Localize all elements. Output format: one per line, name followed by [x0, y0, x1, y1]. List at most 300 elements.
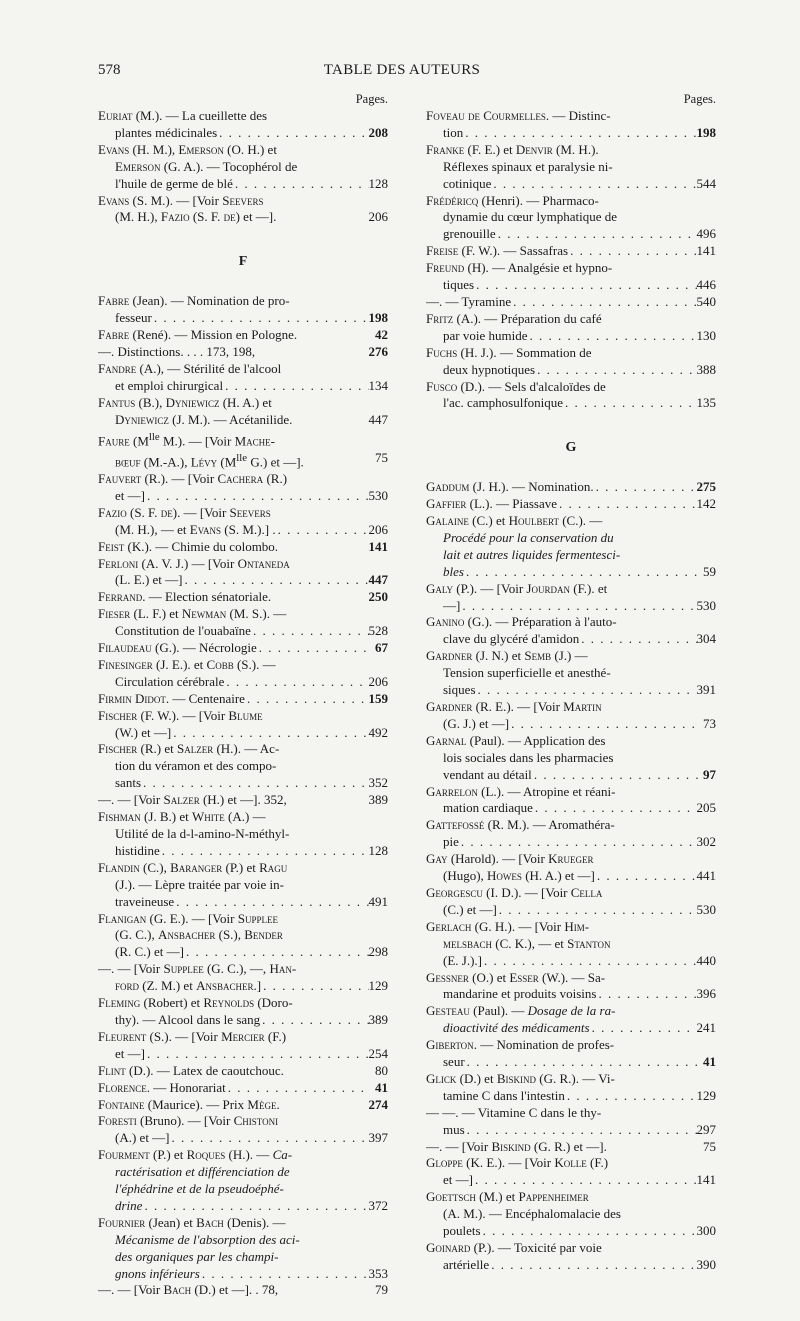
- entry-text: Gardner (R. E.). — [Voir Martin: [426, 699, 602, 714]
- entry-text: Utilité de la d-l-amino-N-méthyl-: [115, 826, 290, 841]
- entry-text: (C.) et —]: [443, 901, 497, 917]
- index-entry: [98, 1147, 388, 1215]
- entry-text: par voie humide: [443, 327, 528, 343]
- page-ref: 275: [696, 479, 716, 495]
- index-entry: [426, 733, 716, 784]
- index-entry: [426, 648, 716, 699]
- entry-line: [426, 142, 716, 159]
- leader-dots: [595, 868, 697, 885]
- index-entry: [426, 817, 716, 851]
- entry-line: [98, 1249, 388, 1266]
- page-ref: 129: [368, 978, 388, 994]
- entry-line: [98, 758, 388, 775]
- entry-line: [98, 176, 388, 193]
- page-ref: 254: [368, 1045, 388, 1061]
- entry-text: Evans (H. M.), Emerson (O. H.) et: [98, 141, 277, 157]
- section-letter: F: [238, 254, 248, 270]
- page-ref: 97: [703, 766, 716, 782]
- entry-text: (E. J.).]: [443, 952, 482, 968]
- leader-dots: [565, 1088, 697, 1105]
- page-ref: 492: [368, 724, 388, 740]
- leader-dots: [200, 1266, 369, 1283]
- leader-dots: [257, 640, 370, 657]
- entry-line: [426, 479, 716, 496]
- entry-text: Fontaine (Maurice). — Prix Mège.: [98, 1096, 280, 1112]
- entry-text: lait et autres liquides fermentesci-: [443, 546, 621, 562]
- entry-line: [98, 344, 388, 361]
- entry-text: deux hypnotiques: [443, 361, 536, 377]
- leader-dots: [535, 362, 696, 379]
- entry-text: (M. H.), — et Evans (S. M.).] .: [115, 521, 276, 537]
- entry-line: [98, 860, 388, 877]
- entry-line: [98, 826, 388, 843]
- page-ref: 159: [368, 690, 388, 706]
- leader-dots: [276, 522, 369, 539]
- entry-line: [98, 978, 388, 995]
- entry-text: tamine C dans l'intestin: [443, 1087, 565, 1103]
- entry-text: tiques: [443, 277, 475, 293]
- page-ref: 440: [696, 952, 716, 968]
- entry-line: [426, 1105, 716, 1122]
- entry-text: Frédéricq (Henri). — Pharmaco-: [426, 192, 599, 208]
- index-entry: [426, 243, 716, 260]
- entry-text: Fischer (R.) et Salzer (H.). — Ac-: [98, 741, 280, 757]
- index-entry: [426, 1189, 716, 1240]
- index-entry: [426, 970, 716, 1004]
- entry-line: [426, 328, 716, 345]
- leader-dots: [145, 1046, 369, 1063]
- entry-text: Garrelon (L.). — Atropine et réani-: [426, 783, 616, 799]
- entry-line: [426, 379, 716, 396]
- entry-text: (J.). — Lèpre traitée par voie in-: [115, 876, 284, 892]
- leader-dots: [491, 176, 696, 193]
- entry-line: [98, 556, 388, 573]
- entry-text: Constitution de l'ouabaïne: [115, 623, 251, 639]
- entry-text: mus: [443, 1121, 465, 1137]
- leader-dots: [489, 1257, 696, 1274]
- entry-text: Firmin Didot. — Centenaire: [98, 690, 245, 706]
- index-entry: [98, 1080, 388, 1097]
- page-number: 578: [98, 62, 121, 78]
- entry-text: Ferloni (A. V. J.) — [Voir Ontaneda: [98, 555, 290, 571]
- entry-text: Gessner (O.) et Esser (W.). — Sa-: [426, 969, 606, 985]
- index-entry: [426, 260, 716, 294]
- entry-text: Gaddum (J. H.). — Nomination.: [426, 479, 594, 495]
- entry-line: [426, 1206, 716, 1223]
- index-entry: [98, 691, 388, 708]
- entry-line: [426, 767, 716, 784]
- entry-text: Giberton. — Nomination de profes-: [426, 1037, 615, 1053]
- leader-dots: [579, 631, 696, 648]
- leader-dots: [532, 767, 698, 784]
- entry-text: Gesteau (Paul). — Dosage de la ra-: [426, 1003, 616, 1019]
- entry-line: [98, 1215, 388, 1232]
- index-entry: [426, 379, 716, 413]
- entry-text: —. Distinctions. . . . 173, 198,: [98, 343, 256, 359]
- entry-line: [426, 1139, 716, 1156]
- entry-text: Mécanisme de l'absorption des aci-: [115, 1231, 300, 1247]
- entry-text: Fauvert (R.). — [Voir Cachera (R.): [98, 470, 288, 486]
- entry-line: [426, 108, 716, 125]
- leader-dots: [481, 1223, 697, 1240]
- page-ref: 396: [696, 986, 716, 1002]
- entry-line: [426, 970, 716, 987]
- entry-line: [98, 741, 388, 758]
- index-entry: [98, 471, 388, 505]
- index-entry: [98, 361, 388, 395]
- page-ref: 250: [368, 589, 388, 605]
- leader-dots: [174, 894, 368, 911]
- leader-dots: [251, 623, 369, 640]
- entry-line: [426, 784, 716, 801]
- page-ref: 540: [696, 293, 716, 309]
- entry-text: Garnal (Paul). — Application des: [426, 732, 606, 748]
- entry-line: [98, 843, 388, 860]
- page-ref: 130: [696, 327, 716, 343]
- page-ref: 41: [375, 1079, 388, 1095]
- entry-text: et emploi chirurgical: [115, 377, 224, 393]
- index-entry: [98, 640, 388, 657]
- leader-dots: [496, 226, 697, 243]
- entry-line: [98, 505, 388, 522]
- entry-line: [426, 1054, 716, 1071]
- index-entry: [98, 327, 388, 344]
- entry-line: [426, 598, 716, 615]
- entry-line: [98, 327, 388, 344]
- leader-dots: [217, 125, 368, 142]
- entry-text: Fourment (P.) et Roques (H.). — Ca-: [98, 1147, 293, 1163]
- index-entry: [426, 885, 716, 919]
- entry-text: fesseur: [115, 310, 152, 326]
- entry-text: traveineuse: [115, 893, 175, 909]
- index-entry: [98, 911, 388, 962]
- index-entry: [426, 142, 716, 193]
- entry-line: [98, 378, 388, 395]
- entry-text: —]: [443, 597, 461, 613]
- page-ref: 298: [368, 944, 388, 960]
- page-ref: 141: [696, 243, 716, 259]
- leader-dots: [160, 843, 369, 860]
- entry-text: et —]: [115, 487, 145, 503]
- index-entry: [426, 345, 716, 379]
- entry-text: (M. H.), Fazio (S. F. de) et —].: [115, 209, 277, 225]
- entry-line: [98, 1097, 388, 1114]
- leader-dots: [465, 1054, 698, 1071]
- index-entry: [426, 311, 716, 345]
- entry-line: [426, 243, 716, 260]
- page-ref: 390: [696, 1256, 716, 1272]
- entry-text: Finesinger (J. E.). et Cobb (S.). —: [98, 656, 276, 672]
- page-ref: 276: [368, 343, 388, 359]
- entry-line: [426, 547, 716, 564]
- leader-dots: [260, 1012, 368, 1029]
- entry-line: [426, 834, 716, 851]
- index-entry: [426, 496, 716, 513]
- entry-line: [426, 1240, 716, 1257]
- entry-line: [98, 809, 388, 826]
- entry-line: [98, 572, 388, 589]
- entry-line: [426, 1172, 716, 1189]
- entry-text: Gay (Harold). — [Voir Krueger: [426, 851, 594, 867]
- entry-line: [98, 1113, 388, 1130]
- leader-dots: [464, 564, 698, 581]
- entry-text: Gattefossé (R. M.). — Aromathéra-: [426, 817, 615, 833]
- entry-text: Freund (H). — Analgésie et hypno-: [426, 260, 613, 276]
- entry-text: plantes médicinales: [115, 124, 218, 140]
- page-ref: 300: [696, 1223, 716, 1239]
- index-entry: [426, 294, 716, 311]
- entry-text: Glick (D.) et Biskind (G. R.). — Vi-: [426, 1070, 615, 1086]
- entry-text: l'ac. camphosulfonique: [443, 395, 564, 411]
- index-entry: [98, 741, 388, 792]
- entry-line: [98, 708, 388, 725]
- page-ref: 128: [368, 842, 388, 858]
- entry-text: Fleming (Robert) et Reynolds (Doro-: [98, 995, 293, 1011]
- entry-text: Fishman (J. B.) et White (A.) —: [98, 809, 266, 825]
- page-ref: 208: [368, 124, 388, 140]
- page-ref: 135: [696, 395, 716, 411]
- page-ref: 530: [696, 597, 716, 613]
- leader-dots: [465, 1122, 697, 1139]
- page-ref: 389: [368, 1011, 388, 1027]
- entry-line: [98, 1130, 388, 1147]
- entry-text: Freise (F. W.). — Sassafras: [426, 243, 569, 259]
- leader-dots: [261, 978, 368, 995]
- entry-line: [426, 614, 716, 631]
- entry-text: Florence. — Honorariat: [98, 1079, 226, 1095]
- leader-dots: [170, 1130, 369, 1147]
- index-entry: [98, 142, 388, 193]
- index-entry: [98, 708, 388, 742]
- index-entry: [426, 614, 716, 648]
- leader-dots: [482, 953, 697, 970]
- leader-dots: [183, 572, 369, 589]
- entry-text: Fusco (D.). — Sels d'alcaloïdes de: [426, 378, 606, 394]
- entry-line: [426, 277, 716, 294]
- entry-text: —. — [Voir Biskind (G. R.) et —].: [426, 1138, 607, 1154]
- entry-line: [426, 311, 716, 328]
- entry-text: Tension superficielle et anesthé-: [443, 665, 611, 681]
- entry-line: [426, 530, 716, 547]
- entry-text: (A.) et —]: [115, 1130, 170, 1146]
- entry-line: [426, 209, 716, 226]
- entry-text: (G. C.), Ansbacher (S.), Bender: [115, 927, 283, 943]
- entry-line: [426, 513, 716, 530]
- leader-dots: [223, 378, 368, 395]
- running-title: TABLE DES AUTEURS: [323, 62, 481, 78]
- entry-line: [98, 539, 388, 556]
- entry-text: l'huile de germe de blé: [115, 175, 233, 191]
- entry-line: [98, 775, 388, 792]
- entry-text: cotinique: [443, 175, 492, 191]
- index-entry: [98, 429, 388, 471]
- entry-line: [426, 800, 716, 817]
- entry-line: [98, 640, 388, 657]
- page-ref: 528: [368, 623, 388, 639]
- entry-text: Ganino (G.). — Préparation à l'auto-: [426, 614, 617, 630]
- entry-text: Fritz (A.). — Préparation du café: [426, 310, 602, 326]
- entry-line: [426, 226, 716, 243]
- section-letter: G: [565, 440, 577, 456]
- entry-line: [98, 361, 388, 378]
- leader-dots: [557, 496, 696, 513]
- leader-dots: [460, 598, 696, 615]
- entry-line: [98, 310, 388, 327]
- entry-text: dioactivité des médicaments: [443, 1020, 590, 1036]
- page-ref: 128: [368, 175, 388, 191]
- entry-text: Fischer (F. W.). — [Voir Blume: [98, 707, 263, 723]
- entry-line: [426, 1189, 716, 1206]
- entry-line: [426, 564, 716, 581]
- leader-dots: [563, 395, 696, 412]
- index-entry: [98, 108, 388, 142]
- entry-line: [426, 581, 716, 598]
- leader-dots: [184, 944, 369, 961]
- index-entry: [426, 1155, 716, 1189]
- entry-line: [98, 674, 388, 691]
- entry-text: Euriat (M.). — La cueillette des: [98, 108, 268, 123]
- entry-line: [98, 1012, 388, 1029]
- entry-line: [98, 1080, 388, 1097]
- page-ref: 79: [375, 1282, 388, 1298]
- entry-line: [98, 792, 388, 809]
- index-entry: [426, 851, 716, 885]
- entry-text: thy). — Alcool dans le sang: [115, 1011, 261, 1027]
- entry-text: poulets: [443, 1223, 481, 1239]
- entry-line: [98, 623, 388, 640]
- entry-text: Fabre (René). — Mission en Pologne.: [98, 327, 298, 343]
- entry-text: clave du glycéré d'amidon: [443, 631, 580, 647]
- entry-line: [98, 877, 388, 894]
- entry-text: et —]: [115, 1045, 145, 1061]
- entry-line: [426, 953, 716, 970]
- entry-line: [426, 699, 716, 716]
- entry-line: [98, 293, 388, 310]
- entry-text: Flint (D.). — Latex de caoutchouc.: [98, 1062, 284, 1078]
- entry-text: mandarine et produits voisins: [443, 986, 597, 1002]
- index-entry: [426, 1037, 716, 1071]
- page-header: [98, 62, 706, 84]
- entry-line: [98, 1164, 388, 1181]
- entry-text: ractérisation et différenciation de: [115, 1164, 290, 1180]
- entry-line: [426, 1003, 716, 1020]
- entry-text: Goinard (P.). — Toxicité par voie: [426, 1240, 602, 1255]
- index-entry: [426, 581, 716, 615]
- entry-line: [426, 851, 716, 868]
- entry-text: melsbach (C. K.), — et Stanton: [443, 935, 611, 951]
- leader-dots: [476, 682, 697, 699]
- entry-line: [426, 665, 716, 682]
- index-entry: [98, 193, 388, 227]
- entry-text: Foveau de Courmelles. — Distinc-: [426, 108, 611, 123]
- entry-line: [426, 496, 716, 513]
- entry-line: [98, 429, 388, 450]
- entry-text: siques: [443, 682, 476, 698]
- entry-line: [98, 108, 388, 125]
- index-entry: [98, 1063, 388, 1080]
- page-ref: 352: [368, 775, 388, 791]
- index-entry: [98, 589, 388, 606]
- entry-text: (L. E.) et —]: [115, 572, 183, 588]
- entry-text: Circulation cérébrale: [115, 673, 225, 689]
- page-ref: 198: [368, 310, 388, 326]
- entry-line: [98, 1046, 388, 1063]
- entry-line: [426, 395, 716, 412]
- page-ref: 389: [368, 792, 388, 808]
- entry-text: mation cardiaque: [443, 800, 533, 816]
- index-entry: [98, 792, 388, 809]
- index-entry: [98, 344, 388, 361]
- index-entry: [98, 809, 388, 860]
- entry-text: Fantus (B.), Dyniewicz (H. A.) et: [98, 394, 272, 410]
- entry-text: Gloppe (K. E.). — [Voir Kolle (F.): [426, 1155, 609, 1171]
- entry-line: [98, 1282, 388, 1299]
- page-ref: 353: [368, 1265, 388, 1281]
- entry-text: Feist (K.). — Chimie du colombo.: [98, 538, 279, 554]
- index-entry: [98, 657, 388, 691]
- entry-line: [98, 691, 388, 708]
- entry-line: [98, 1266, 388, 1283]
- leader-dots: [224, 674, 368, 691]
- leader-dots: [509, 716, 698, 733]
- index-entry: [98, 395, 388, 429]
- entry-text: Fournier (Jean) et Bach (Denis). —: [98, 1214, 286, 1230]
- page-ref: 447: [368, 572, 388, 588]
- entry-line: [426, 648, 716, 665]
- page-ref: 372: [368, 1197, 388, 1213]
- entry-text: Georgescu (I. D.). — [Voir Cella: [426, 884, 603, 900]
- left-entries: [98, 108, 388, 1299]
- page-ref: 129: [696, 1087, 716, 1103]
- index-entry: [98, 1215, 388, 1283]
- entry-line: [426, 159, 716, 176]
- page-ref: 198: [696, 124, 716, 140]
- entry-line: [426, 193, 716, 210]
- entry-line: [426, 868, 716, 885]
- entry-text: l'éphédrine et de la pseudoéphé-: [115, 1181, 284, 1197]
- page-ref: 141: [368, 538, 388, 554]
- entry-line: [426, 1088, 716, 1105]
- entry-text: ford (Z. M.) et Ansbacher.]: [115, 978, 262, 994]
- entry-line: [98, 606, 388, 623]
- entry-line: [426, 631, 716, 648]
- entry-text: (R. C.) et —]: [115, 944, 184, 960]
- entry-line: [426, 733, 716, 750]
- leader-dots: [568, 243, 696, 260]
- entry-text: seur: [443, 1054, 465, 1070]
- page-ref: 441: [696, 868, 716, 884]
- entry-line: [426, 986, 716, 1003]
- entry-line: [98, 725, 388, 742]
- entry-text: grenouille: [443, 226, 496, 242]
- entry-line: [426, 362, 716, 379]
- entry-line: [426, 176, 716, 193]
- entry-text: Emerson (G. A.). — Tocophérol de: [115, 158, 298, 174]
- entry-line: [98, 1181, 388, 1198]
- index-entry: [98, 539, 388, 556]
- index-entry: [426, 1071, 716, 1105]
- page-ref: 73: [703, 715, 716, 731]
- page-ref: 304: [696, 631, 716, 647]
- entry-text: Fazio (S. F. de). — [Voir Seevers: [98, 504, 271, 520]
- index-entry: [426, 699, 716, 733]
- entry-line: [98, 911, 388, 928]
- entry-line: [98, 450, 388, 471]
- entry-text: Foresti (Bruno). — [Voir Chistoni: [98, 1113, 279, 1129]
- page-ref: 75: [703, 1138, 716, 1154]
- entry-line: [426, 682, 716, 699]
- entry-line: [98, 125, 388, 142]
